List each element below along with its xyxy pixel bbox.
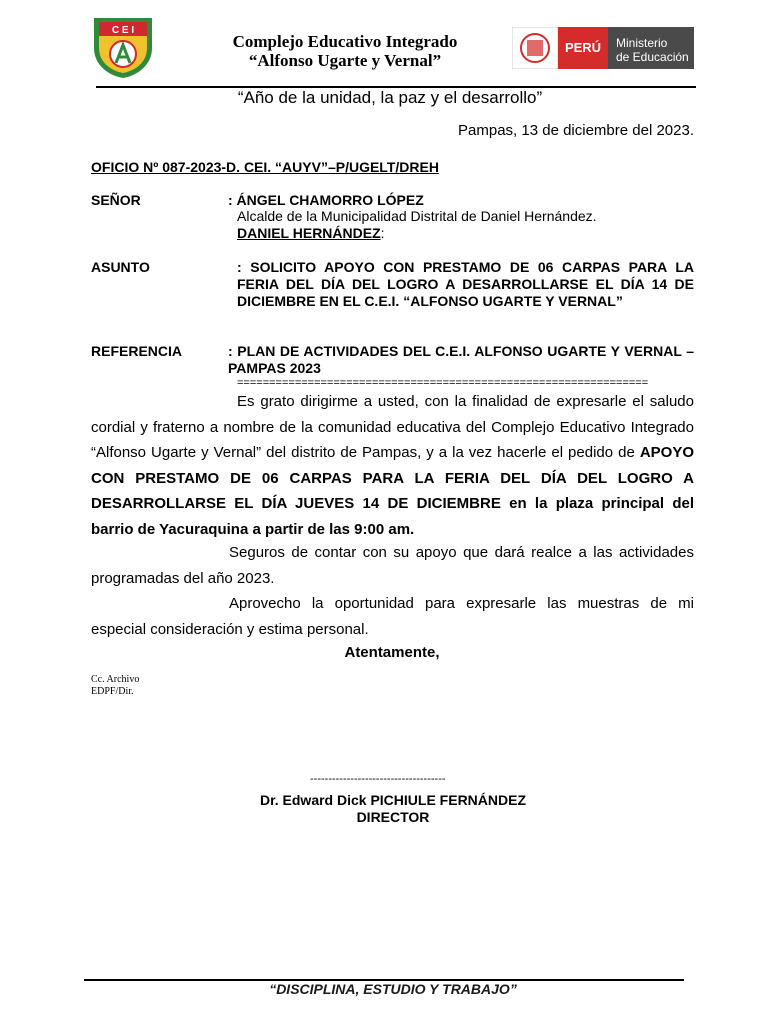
section-divider: ================================================================: [237, 377, 649, 389]
ministry-of-education-logo: [512, 27, 694, 69]
ministry-line1: Ministerio: [616, 36, 668, 50]
school-name: [200, 32, 490, 70]
copy-note: [91, 674, 139, 698]
referencia-text: : PLAN DE ACTIVIDADES DEL C.E.I. ALFONSO UGARTE Y VERNAL – PAMPAS 2023: [228, 343, 694, 376]
letter-date: Pampas, 13 de diciembre del 2023.: [458, 122, 694, 139]
signature-line: -------------------------------------: [310, 773, 446, 785]
recipient-place-suffix: :: [380, 225, 385, 241]
body-paragraph-1-request: APOYO CON PRESTAMO DE 06 CARPAS PARA LA FERIA DEL DÍA DEL LOGRO A DESARROLLARSE EL DÍA JUEVES 14 DE DICIEMBRE en la plaza principal del barrio de Yacuraquina a partir de las 9:00 am.: [91, 444, 694, 538]
ministry-line2: de Educación: [616, 50, 689, 64]
body-paragraph-1: [91, 389, 694, 542]
body-paragraph-3: Aprovecho la oportunidad para expresarle las muestras de mi especial consideración y estima personal.: [91, 595, 694, 638]
recipient-name: : ÁNGEL CHAMORRO LÓPEZ: [228, 192, 424, 208]
referencia-label: REFERENCIA: [91, 343, 183, 359]
cc-line1: Cc. Archivo: [91, 674, 140, 685]
asunto-label: ASUNTO: [91, 259, 150, 275]
signer-title: DIRECTOR: [356, 809, 430, 825]
signature-block: [200, 792, 586, 826]
recipient-role: Alcalde de la Municipalidad Distrital de Daniel Hernández.: [237, 208, 597, 224]
senor-label: SEÑOR: [91, 192, 141, 208]
oficio-number: OFICIO Nº 087-2023-D. CEI. “AUYV”–P/UGELT/DREH: [91, 159, 439, 175]
asunto-text: : SOLICITO APOYO CON PRESTAMO DE 06 CARPAS PARA LA FERIA DEL DÍA DEL LOGRO A DESARROLLARSE EL DÍA 14 DE DICIEMBRE EN EL C.E.I. “ALFONSO UGARTE Y VERNAL”: [237, 259, 694, 309]
school-name-line1: Complejo Educativo Integrado: [232, 32, 458, 51]
school-crest-logo: [90, 14, 156, 80]
school-name-line2: “Alfonso Ugarte y Vernal”: [248, 51, 442, 70]
year-motto: “Año de la unidad, la paz y el desarrollo”: [237, 88, 543, 107]
recipient-place: [237, 225, 385, 241]
peru-label: PERÚ: [564, 40, 602, 55]
recipient-place-name: DANIEL HERNÁNDEZ: [237, 225, 381, 241]
body-paragraph-1-text: Es grato dirigirme a usted, con la finalidad de expresarle el saludo cordial y fraterno a nombre de la comunidad educativa del Complejo Educativo Integrado “Alfonso Ugarte y Vernal” del distrito de Pampas, y a la vez hacerle el pedido de: [91, 393, 694, 461]
footer-motto: “DISCIPLINA, ESTUDIO Y TRABAJO”: [269, 981, 517, 997]
body-paragraph-2: Seguros de contar con su apoyo que dará realce a las actividades programadas del año 2023.: [91, 544, 694, 587]
cc-line2: EDPF/Dir.: [91, 686, 134, 697]
signer-name: Dr. Edward Dick PICHIULE FERNÁNDEZ: [259, 792, 527, 808]
closing: Atentamente,: [344, 644, 440, 661]
crest-text: C E I: [111, 25, 135, 36]
